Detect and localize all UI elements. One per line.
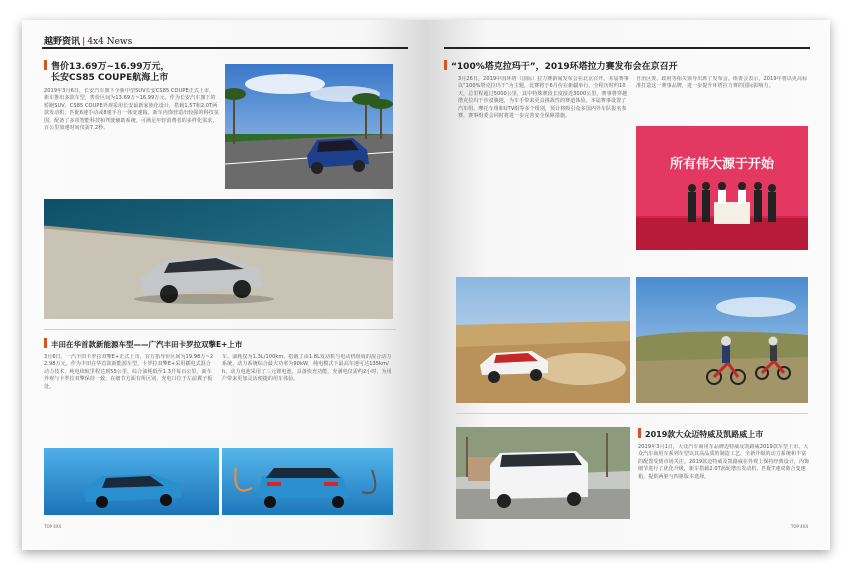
photo-vw-multivan xyxy=(456,427,630,519)
photo-press-conference xyxy=(636,126,808,250)
article-title-rally: “100%塔克拉玛干”，2019环塔拉力赛发布会在京召开 xyxy=(444,60,678,73)
magazine-spread xyxy=(22,20,830,550)
section-title-en: 4x4 News xyxy=(87,37,133,47)
right-page xyxy=(426,20,830,550)
photo-cs85-seaside xyxy=(44,199,393,319)
article-title-multivan: 2019款大众迈特威及凯路威上市 xyxy=(638,428,763,440)
article-title-corolla: 丰田在华首款新能源车型——广汽丰田卡罗拉双擎E+上市 xyxy=(44,338,242,350)
left-page xyxy=(22,20,426,550)
article-body-rally-col1: 3月26日，2019中国环塔（国际）拉力赛新闻发布会在北京召开。本届赛事以“100%塔克拉玛干”为主题，比赛将于6月份在新疆举行，全程历时约10天，总里程超过5000公里，其中特殊赛段长度接近3000公里。赛事将穿越塔克拉玛干沙漠腹地，为车手带来更具挑战性的赛道体验。本届赛事设置了汽车组、摩托车组和UTV组等多个组别，预计将吸引众多国内外车队报名参赛，赛事组委会同时将进一步完善安全保障措施。 xyxy=(458,76,629,120)
article-title-cs85: 售价13.69万~16.99万元， 长安CS85 COUPE航海上市 xyxy=(44,60,169,84)
section-title-cn: 越野资讯 xyxy=(44,37,81,47)
article-body-rally-col2: 自治区委、政府等相关领导出席了发布会。组委会表示，2019年将以更高标准打造这一赛事品牌，进一步提升环塔拉力赛的国际影响力。 xyxy=(636,76,808,90)
photo-rally-car-desert xyxy=(456,277,630,403)
section-separator: | xyxy=(82,37,86,47)
header-rule xyxy=(444,47,810,49)
article-divider xyxy=(456,413,808,414)
page-folio-right: TOP 4X4 xyxy=(790,524,808,529)
photo-rally-motorcycles xyxy=(636,277,808,403)
title-marker-icon xyxy=(638,428,641,438)
page-folio-left: TOP 4X4 xyxy=(44,524,62,529)
header-rule xyxy=(42,47,408,49)
article-body-multivan: 2019年3月1日，大众汽车商用车品牌迈特威及凯路威2019款车型上市。大众汽车商用车系列车型以其高品质的制造工艺、全新升级的动力系统和丰富的配置受到市场关注。2019款迈特威及凯路威在外观上保持经典设计，内饰细节进行了优化升级，新车搭载2.0T涡轮增压发动机，匹配7速双离合变速箱，提供两驱与四驱版本选择。 xyxy=(638,444,810,480)
article-divider xyxy=(44,329,396,330)
title-marker-icon xyxy=(44,60,47,70)
photo-cs85-palm-road xyxy=(225,64,393,189)
article-body-corolla-col1: 3月6日，一汽丰田卡罗拉双擎E+正式上市，官方指导价区间为19.98万~22.98万元。作为丰田在华首款新能源车型，卡罗拉双擎E+采用插电式混合动力技术，纯电续航里程达到55公里，综合油耗低至1.3升每百公里。新车外观与卡罗拉双擎保持一致，在细节方面有所区别，充电口位于左前翼子板处。 xyxy=(44,354,214,390)
photo-corolla-front xyxy=(44,448,219,515)
title-marker-icon xyxy=(444,60,447,70)
article-body-cs85: 2019年3月6日，长安汽车旗下全新中型SUV长安CS85 COUPE正式上市，新车推出多款车型，售价区间为13.69万~16.99万元。作为长安汽车旗下的轿跑SUV，CS85 COUPE外观采用长安最新家族化设计，搭载1.5T和2.0T两款发动机，匹配6速手动或8速手自一体变速箱。新车内饰营造出较强的科技氛围，配备了多项智能科技和驾驶辅助系统，可满足年轻消费者的多样化需求，百公里加速时间仅需7.2秒。 xyxy=(44,88,219,132)
banner-slogan: 所有伟大源于开始 xyxy=(669,157,775,172)
section-header xyxy=(44,34,132,47)
article-body-corolla-col2: 车，油耗仅为1.3L/100km。搭载了由1.8L发动机与电动机组成的混合动力系统，动力系统综合最大功率为90kW，纯电模式下最高车速可达135km/h。动力电池采用了三元锂电池，具备快充功能，充满电仅需约2小时，为用户带来更加灵活便捷的用车体验。 xyxy=(222,354,392,383)
title-marker-icon xyxy=(44,338,47,348)
photo-corolla-rear-charging xyxy=(222,448,393,515)
